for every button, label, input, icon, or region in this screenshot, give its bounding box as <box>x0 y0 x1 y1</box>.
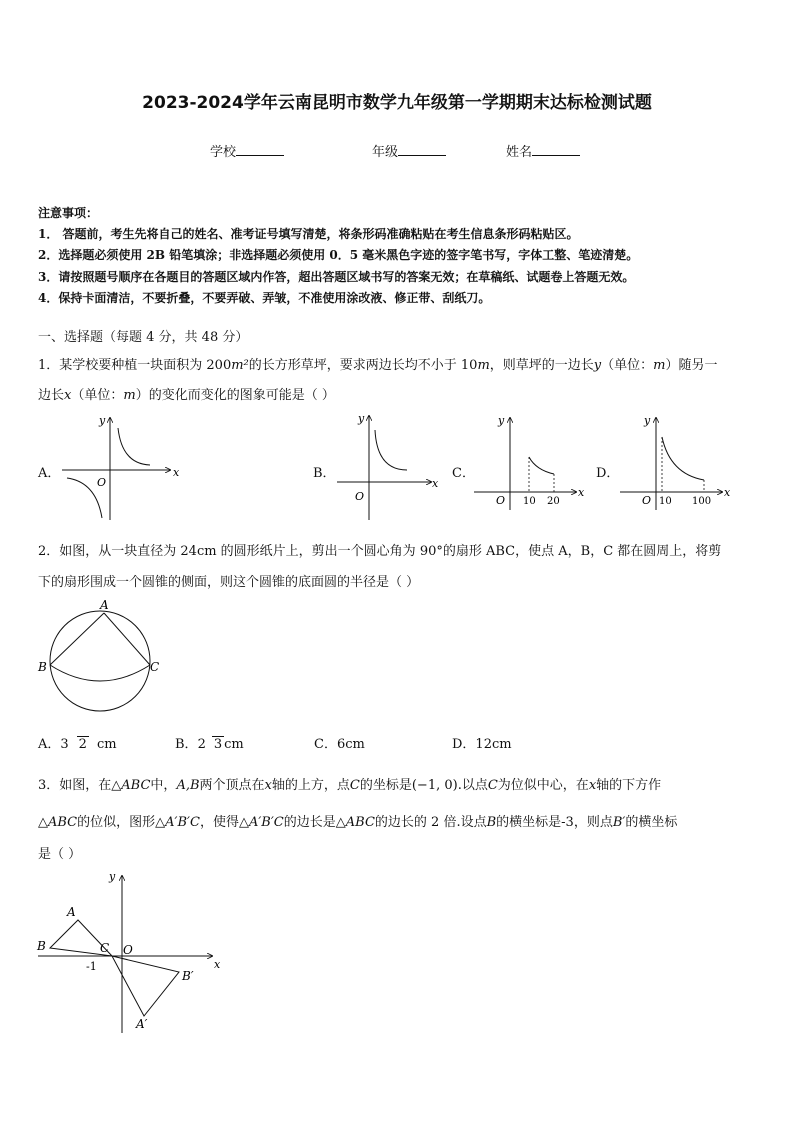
school-label: 学校 <box>210 145 237 160</box>
curve-branch <box>118 428 150 465</box>
q2-figure <box>34 595 164 720</box>
q1-line2: 边长x（单位：m）的变化而变化的图象可能是（ ） <box>38 388 335 403</box>
grade-field[interactable] <box>372 141 446 160</box>
school-blank[interactable] <box>236 143 284 156</box>
q3-line3: 是（ ） <box>38 847 82 862</box>
x-label: x <box>578 486 585 499</box>
section-heading: 一、选择题（每题 4 分，共 48 分） <box>38 330 249 345</box>
notes-block <box>38 203 638 309</box>
label-y: y <box>109 870 116 883</box>
name-blank[interactable] <box>532 143 580 156</box>
y-label: y <box>498 414 505 427</box>
name-label: 姓名 <box>506 145 533 160</box>
label-b: B <box>37 939 46 953</box>
q1-graph-c <box>474 412 586 512</box>
q3-line2: △ABC的位似，图形△A′B′C，使得△A′B′C的边长是△ABC的边长的 2 倍.设点B的横坐标是-3，则点B′的横坐标 <box>38 815 678 830</box>
notes-item: 1． 答题前，考生先将自己的姓名、准考证号填写清楚，将条形码准确粘贴在考生信息条形码粘贴区。 <box>38 227 579 242</box>
q2-line2: 下的扇形围成一个圆锥的侧面，则这个圆锥的底面圆的半径是（ ） <box>38 575 420 590</box>
notes-item: 2．选择题必须使用 2B 铅笔填涂；非选择题必须使用 0．5 毫米黑色字迹的签字笔书写，字体工整、笔迹清楚。 <box>38 248 639 263</box>
q1-option-d[interactable]: D． <box>596 466 620 481</box>
segment-ab <box>50 613 104 665</box>
origin-label: O <box>97 476 107 489</box>
tick-label: 20 <box>547 496 560 507</box>
school-field[interactable] <box>210 141 284 160</box>
label-a: A <box>67 905 76 919</box>
tick-label: 10 <box>659 496 672 507</box>
x-label: x <box>724 486 731 499</box>
q2-option-c[interactable]: C．6cm <box>314 737 365 752</box>
grade-blank[interactable] <box>398 143 446 156</box>
tick-label: 10 <box>523 496 536 507</box>
x-label: x <box>173 466 180 479</box>
label-a-prime: A′ <box>136 1017 148 1031</box>
q1-line1: 1．某学校要种植一块面积为 200m²的长方形草坪，要求两边长均不小于 10m，则草坪的一边长y（单位：m）随另一 <box>38 358 718 373</box>
notes-heading: 注意事项： <box>38 206 99 220</box>
notes-item: 4．保持卡面清洁，不要折叠，不要弄破、弄皱，不准使用涂改液、修正带、刮纸刀。 <box>38 290 491 305</box>
q1-option-c[interactable]: C． <box>452 466 475 481</box>
q3-figure <box>34 868 234 1038</box>
tick-label: 100 <box>692 496 712 507</box>
curve-segment <box>662 437 704 480</box>
notes-item: 3．请按照题号顺序在各题目的答题区域内作答，超出答题区域书写的答案无效；在草稿纸、试题卷上答题无效。 <box>38 269 635 284</box>
point-b: B <box>38 660 47 674</box>
page-title: 2023-2024学年云南昆明市数学九年级第一学期期末达标检测试题 <box>142 93 652 113</box>
segment-ac <box>104 613 150 665</box>
origin-label: O <box>642 494 652 507</box>
label-c: C <box>100 941 110 955</box>
y-label: y <box>358 412 365 425</box>
outer-circle <box>50 611 150 711</box>
q1-graph-d <box>620 412 734 512</box>
label-o: O <box>123 943 133 957</box>
q1-graph-b <box>333 410 443 522</box>
point-a: A <box>100 598 109 612</box>
grade-label: 年级 <box>372 145 399 160</box>
y-label: y <box>99 414 106 427</box>
name-field[interactable] <box>506 141 580 160</box>
q2-option-a[interactable]: A．3 2 cm <box>38 737 117 752</box>
sector-arc <box>50 665 150 681</box>
q3-line1: 3．如图，在△ABC中，A,B两个顶点在x轴的上方，点C的坐标是(−1, 0).以点C为位似中心，在x轴的下方作 <box>38 778 662 793</box>
label-neg1: -1 <box>86 960 97 973</box>
q1-graph-a <box>62 410 187 522</box>
q2-option-b[interactable]: B．2 3 cm <box>175 737 244 752</box>
q2-option-d[interactable]: D．12cm <box>452 737 512 752</box>
origin-label: O <box>355 490 365 503</box>
label-b-prime: B′ <box>182 969 194 983</box>
q1-option-a[interactable]: A． <box>38 466 61 481</box>
origin-label: O <box>496 494 506 507</box>
x-label: x <box>432 477 439 490</box>
curve-branch <box>375 430 407 470</box>
point-c: C <box>150 660 160 674</box>
y-label: y <box>644 414 651 427</box>
q1-option-b[interactable]: B． <box>313 466 336 481</box>
label-x: x <box>214 958 221 971</box>
curve-segment <box>529 457 554 474</box>
q2-line1: 2．如图，从一块直径为 24cm 的圆形纸片上，剪出一个圆心角为 90°的扇形 ABC，使点 A，B，C 都在圆周上，将剪 <box>38 544 722 559</box>
